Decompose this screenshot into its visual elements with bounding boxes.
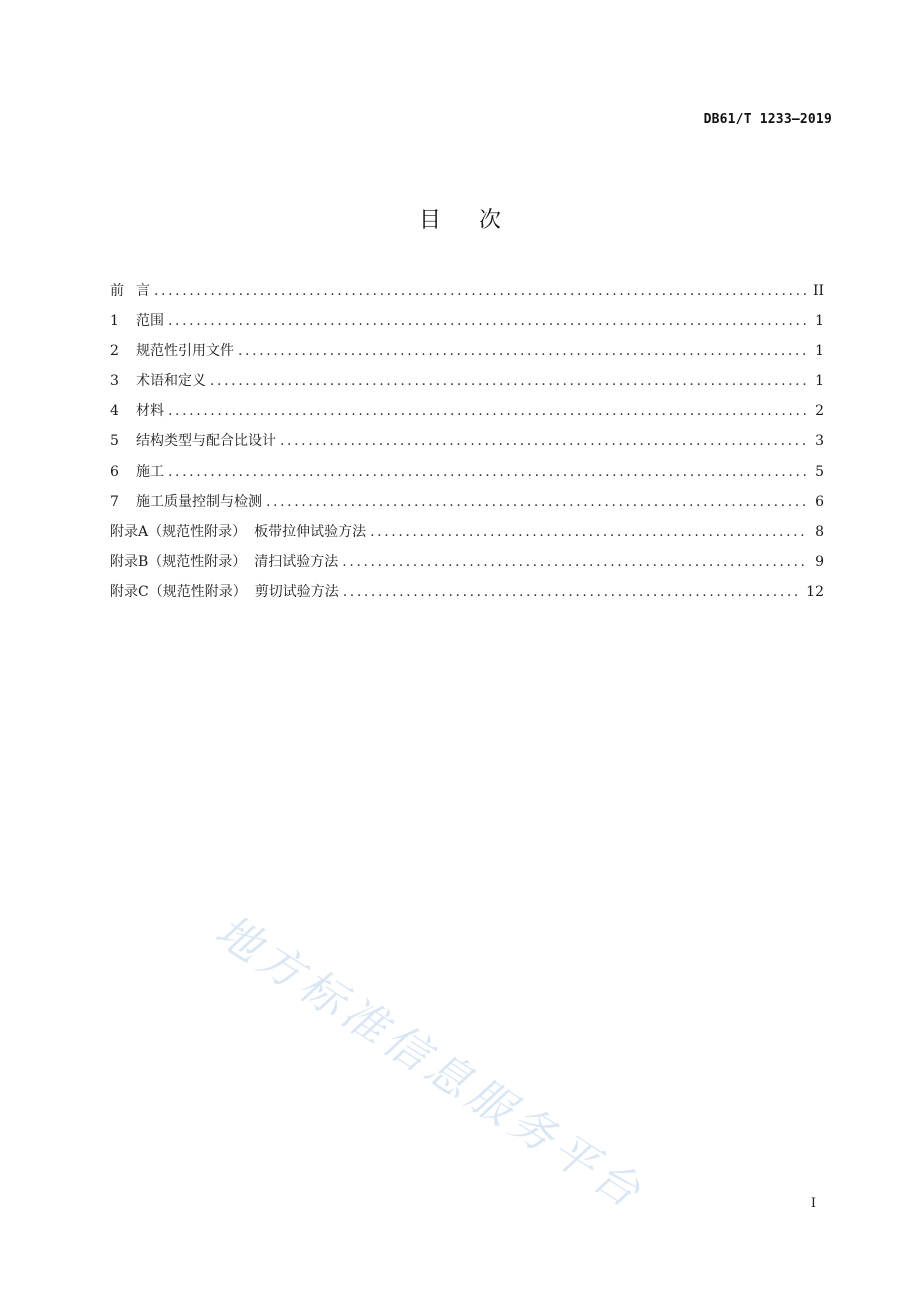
toc-entry-title: 施工	[136, 463, 164, 480]
toc-entry-number: 附录A（规范性附录）	[110, 523, 247, 540]
toc-entry-page: 12	[806, 583, 824, 600]
toc-leader-dots	[168, 457, 808, 487]
toc-entry-scope[interactable]	[110, 306, 824, 336]
toc-entry-page: 1	[815, 313, 824, 330]
toc-leader-dots	[342, 547, 808, 577]
toc-entry-number: 7	[110, 493, 119, 510]
toc-leader-dots	[343, 577, 800, 607]
toc-entry-title: 板带拉伸试验方法	[254, 523, 367, 540]
toc-entry-label	[110, 366, 206, 396]
toc-entry-number: 前	[110, 283, 124, 299]
toc-entry-title: 清扫试验方法	[254, 553, 339, 570]
toc-entry-title: 术语和定义	[136, 373, 206, 390]
toc-entry-construction[interactable]	[110, 457, 824, 487]
toc-entry-title: 言	[136, 283, 150, 299]
toc-entry-label	[110, 487, 262, 517]
standard-code: DB61/T 1233—2019	[703, 112, 832, 127]
toc-entry-appendix-a[interactable]	[110, 517, 824, 547]
toc-entry-title: 范围	[136, 313, 164, 330]
toc-leader-dots	[154, 276, 807, 306]
toc-entry-title: 结构类型与配合比设计	[136, 433, 276, 450]
toc-entry-page: 1	[815, 343, 824, 360]
toc-entry-title: 材料	[136, 403, 164, 420]
toc-entry-title: 施工质量控制与检测	[136, 493, 262, 510]
toc-entry-number: 3	[110, 373, 119, 390]
toc-entry-title: 规范性引用文件	[136, 343, 234, 360]
toc-leader-dots	[266, 487, 808, 517]
toc-entry-label	[110, 426, 276, 456]
toc-entry-page: 2	[815, 403, 824, 420]
toc-leader-dots	[210, 366, 808, 396]
toc-entry-page: 5	[815, 463, 824, 480]
page-number: I	[810, 1196, 816, 1211]
toc-entry-appendix-c[interactable]	[110, 577, 824, 607]
toc-leader-dots	[168, 396, 808, 426]
toc-entry-label	[110, 547, 338, 577]
toc-entry-label	[110, 577, 339, 607]
watermark-text: 地方标准信息服务平台	[206, 905, 654, 1221]
toc-leader-dots	[238, 336, 808, 366]
toc-entry-label	[110, 336, 234, 366]
toc-entry-number: 1	[110, 313, 119, 330]
toc-entry-page: II	[812, 283, 824, 299]
toc-entry-title: 剪切试验方法	[254, 583, 339, 600]
page-title: 目次	[418, 208, 539, 233]
toc-leader-dots	[280, 426, 808, 456]
table-of-contents	[110, 276, 824, 607]
toc-entry-foreword[interactable]	[110, 276, 824, 306]
toc-entry-structure-mix-design[interactable]	[110, 426, 824, 456]
toc-entry-number: 4	[110, 403, 119, 420]
toc-entry-materials[interactable]	[110, 396, 824, 426]
toc-entry-number: 附录B（规范性附录）	[110, 553, 247, 570]
toc-entry-label	[110, 517, 366, 547]
toc-entry-terms-definitions[interactable]	[110, 366, 824, 396]
toc-entry-page: 3	[815, 433, 824, 450]
toc-entry-page: 6	[815, 493, 824, 510]
toc-entry-label	[110, 396, 164, 426]
toc-entry-page: 8	[815, 523, 824, 540]
toc-entry-quality-control[interactable]	[110, 487, 824, 517]
toc-leader-dots	[168, 306, 808, 336]
toc-entry-label	[110, 276, 150, 306]
toc-entry-label	[110, 457, 164, 487]
toc-entry-number: 6	[110, 463, 119, 480]
toc-entry-number: 2	[110, 343, 119, 360]
toc-entry-appendix-b[interactable]	[110, 547, 824, 577]
toc-entry-page: 1	[815, 373, 824, 390]
toc-entry-number: 5	[110, 433, 119, 450]
toc-entry-label	[110, 306, 164, 336]
toc-leader-dots	[370, 517, 808, 547]
toc-entry-number: 附录C（规范性附录）	[110, 583, 247, 600]
toc-entry-page: 9	[815, 553, 824, 570]
toc-entry-normative-references[interactable]	[110, 336, 824, 366]
